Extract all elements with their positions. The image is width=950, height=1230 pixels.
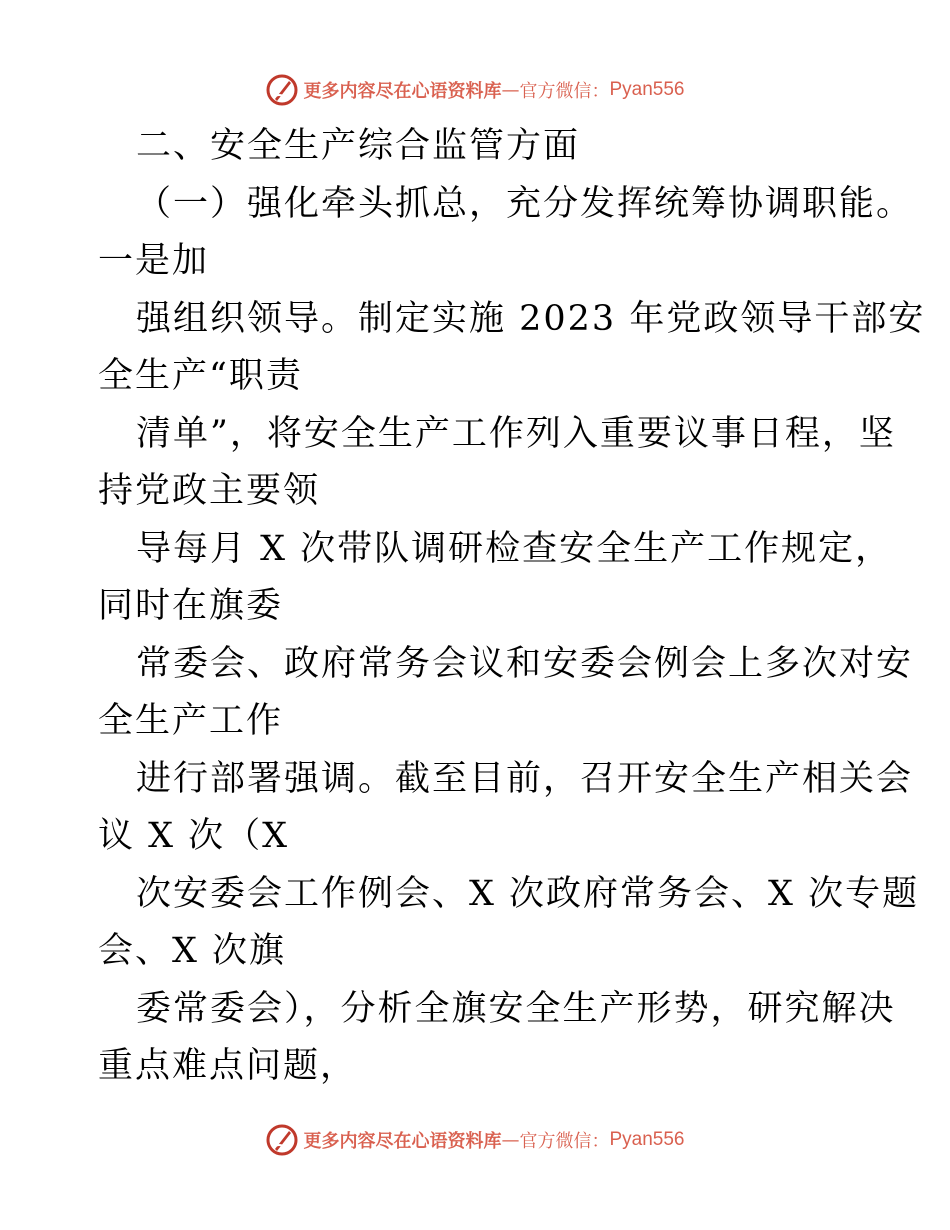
- text-line: 全生产工作: [98, 701, 284, 741]
- quill-logo-icon: [265, 73, 299, 107]
- watermark-wechat-id: Pyan556: [609, 1129, 685, 1150]
- text-line: 二、安全生产综合监管方面: [136, 126, 581, 166]
- watermark-site-text: 更多内容尽在心语资料库: [303, 1131, 502, 1152]
- text-line: 清单”，将安全生产工作列入重要议事日程，坚: [136, 413, 896, 454]
- watermark-label: 官方微信：: [519, 1131, 610, 1152]
- text-line: 进行部署强调。截至目前，召开安全生产相关会: [136, 758, 914, 799]
- text-line: 议 X 次（X: [98, 816, 290, 856]
- text-line: 会、X 次旗: [98, 931, 287, 971]
- text-line: 一是加: [98, 241, 210, 281]
- text-line: 全生产“职责: [98, 356, 303, 396]
- footer-watermark: [0, 1120, 950, 1160]
- watermark-label: 官方微信：: [519, 81, 610, 102]
- watermark-wechat-id: Pyan556: [609, 79, 685, 100]
- text-line: 持党政主要领: [98, 471, 321, 511]
- text-line: 导每月 X 次带队调研检查安全生产工作规定，: [136, 528, 893, 569]
- text-line: （一）强化牵头抓总，充分发挥统筹协调职能。: [136, 183, 914, 224]
- text-line: 同时在旗委: [98, 586, 284, 626]
- watermark-site-text: 更多内容尽在心语资料库: [303, 81, 502, 102]
- watermark-dash: —: [501, 79, 520, 101]
- text-line: 次安委会工作例会、X 次政府常务会、X 次专题: [136, 873, 920, 914]
- text-line: 委常委会），分析全旗安全生产形势，研究解决: [136, 988, 896, 1029]
- quill-logo-icon: [265, 1123, 299, 1157]
- text-line: 常委会、政府常务会议和安委会例会上多次对安: [136, 643, 914, 684]
- text-line: 重点难点问题，: [98, 1046, 358, 1086]
- text-line: 强组织领导。制定实施 2023 年党政领导干部安: [136, 298, 926, 339]
- document-body: [98, 118, 926, 1096]
- header-watermark: [0, 70, 950, 110]
- watermark-dash: —: [501, 1129, 520, 1151]
